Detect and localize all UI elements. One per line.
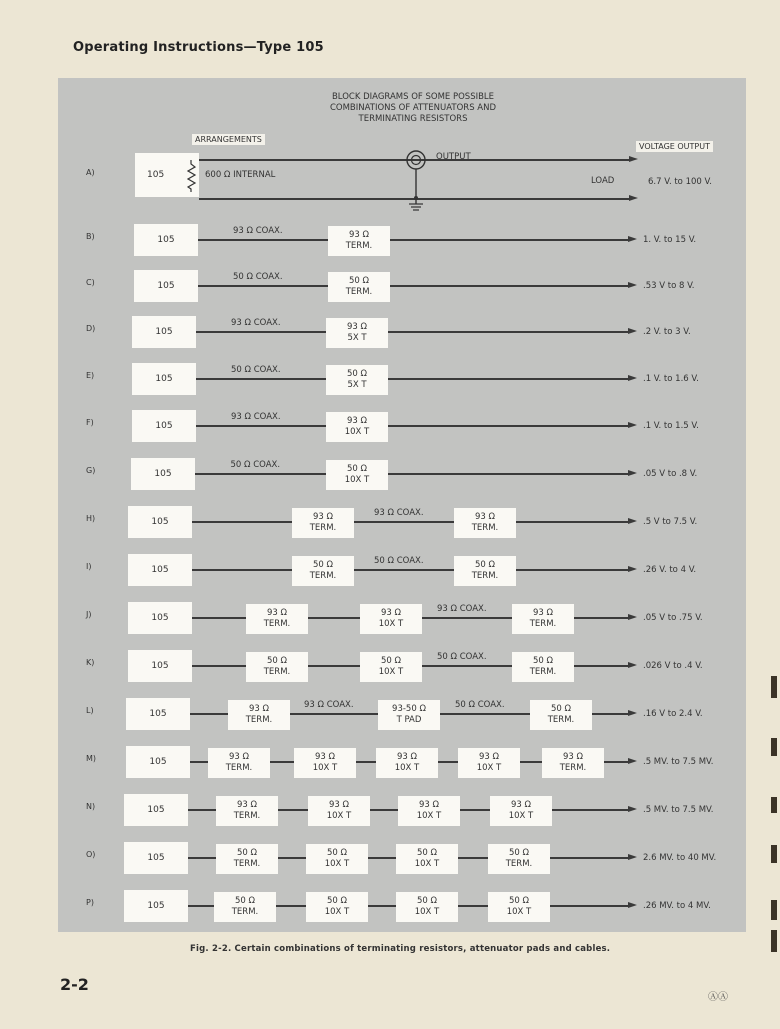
- source-box-105: [132, 316, 196, 348]
- source-box-105: [124, 890, 188, 922]
- component-label: TERM.: [471, 523, 499, 533]
- component-label: 105: [151, 660, 169, 671]
- component-label: TERM.: [471, 571, 499, 581]
- diagram-row-a: [58, 150, 746, 210]
- voltage-output-value: .5 MV. to 7.5 MV.: [643, 757, 714, 767]
- component-label: 10X T: [344, 475, 370, 485]
- coax-cable-label: 50 Ω COAX.: [455, 700, 505, 710]
- diagram-title-line: TERMINATING RESISTORS: [358, 114, 468, 124]
- voltage-output-value: .5 V to 7.5 V.: [643, 517, 698, 527]
- component-box: [490, 796, 552, 826]
- row-letter: L): [86, 706, 94, 715]
- component-label: 93 Ω: [348, 230, 369, 240]
- diagram-title-line: BLOCK DIAGRAMS OF SOME POSSIBLE: [331, 92, 495, 102]
- arrow-icon: [628, 282, 637, 288]
- component-label: 50 Ω: [326, 848, 347, 858]
- row-letter: E): [86, 371, 95, 380]
- component-label: 93 Ω: [236, 800, 257, 810]
- voltage-output-value: .05 V to .75 V.: [643, 613, 703, 623]
- arrow-icon: [628, 902, 637, 908]
- component-label: 50 Ω: [312, 560, 333, 570]
- voltage-output-value: .16 V to 2.4 V.: [643, 709, 703, 719]
- component-label: 10X T: [414, 907, 440, 917]
- diagram-row-b: [58, 218, 746, 258]
- source-box-105: [134, 224, 198, 256]
- source-box-105: [134, 270, 198, 302]
- resistor-icon: [187, 160, 201, 192]
- diagram-row-p: [58, 884, 746, 924]
- component-label: TERM.: [505, 859, 533, 869]
- component-label: 93 Ω: [346, 416, 367, 426]
- diagram-row-o: [58, 836, 746, 876]
- voltage-output-value: .26 MV. to 4 MV.: [643, 901, 711, 911]
- component-label: TERM.: [345, 287, 373, 297]
- coax-cable-label: 50 Ω COAX.: [233, 272, 283, 282]
- arrow-icon: [628, 758, 637, 764]
- component-label: 50 Ω: [416, 848, 437, 858]
- coax-cable-label: 50 Ω COAX.: [374, 556, 424, 566]
- signal-line: [192, 569, 628, 571]
- diagram-row-m: [58, 740, 746, 780]
- coax-cable-label: 93 Ω COAX.: [304, 700, 354, 710]
- source-box-105: [128, 602, 192, 634]
- component-label: 105: [147, 900, 165, 911]
- component-label: 93 Ω: [328, 800, 349, 810]
- component-box: [294, 748, 356, 778]
- component-label: 10X T: [476, 763, 502, 773]
- component-box: [376, 748, 438, 778]
- diagram-row-i: [58, 548, 746, 588]
- component-label: 105: [149, 708, 167, 719]
- component-label: TERM.: [547, 715, 575, 725]
- component-label: 50 Ω: [236, 848, 257, 858]
- binding-tab: [771, 845, 777, 863]
- component-box: [488, 844, 550, 874]
- arrow-icon: [628, 470, 637, 476]
- component-box: [458, 748, 520, 778]
- signal-line: [198, 285, 628, 287]
- voltage-output-value: .026 V to .4 V.: [643, 661, 703, 671]
- component-box: [208, 748, 270, 778]
- component-label: 50 Ω: [234, 896, 255, 906]
- signal-line: [192, 521, 628, 523]
- row-letter: P): [86, 898, 94, 907]
- component-box: [246, 652, 308, 682]
- component-label: 50 Ω: [346, 369, 367, 379]
- component-label: 105: [155, 420, 173, 431]
- component-box: [530, 700, 592, 730]
- component-box: [398, 796, 460, 826]
- component-label: T PAD: [396, 715, 422, 725]
- component-box: [216, 844, 278, 874]
- component-box: [378, 700, 440, 730]
- row-letter: I): [86, 562, 92, 571]
- arrow-icon: [628, 422, 637, 428]
- diagram-row-c: [58, 264, 746, 304]
- diagram-row-e: [58, 357, 746, 397]
- component-box: [306, 892, 368, 922]
- voltage-output-value: 2.6 MV. to 40 MV.: [643, 853, 717, 863]
- component-label: 50 Ω: [474, 560, 495, 570]
- binding-tab: [771, 676, 777, 698]
- row-letter: J): [86, 610, 92, 619]
- source-label: 105: [147, 169, 165, 180]
- component-label: 10X T: [378, 619, 404, 629]
- arrow-icon: [628, 566, 637, 572]
- component-label: 10X T: [312, 763, 338, 773]
- diagram-row-j: [58, 596, 746, 636]
- component-label: TERM.: [231, 907, 259, 917]
- component-label: 10X T: [326, 811, 352, 821]
- diagram-panel: [58, 78, 746, 932]
- component-label: 105: [155, 373, 173, 384]
- binding-tab: [771, 930, 777, 952]
- component-label: 5X T: [347, 380, 367, 390]
- component-label: 105: [147, 804, 165, 815]
- component-label: 50 Ω: [380, 656, 401, 666]
- arrow-icon: [628, 614, 637, 620]
- diagram-row-n: [58, 788, 746, 828]
- coax-cable-label: 93 Ω COAX.: [437, 604, 487, 614]
- arrow-icon: [628, 328, 637, 334]
- component-label: 50 Ω: [346, 464, 367, 474]
- row-letter: B): [86, 232, 95, 241]
- binding-tab: [771, 797, 777, 813]
- arrow-icon: [628, 806, 637, 812]
- coax-cable-label: 50 Ω COAX.: [231, 365, 281, 375]
- component-label: 93 Ω: [314, 752, 335, 762]
- arrangements-label: ARRANGEMENTS: [192, 134, 265, 145]
- diagram-title: [308, 92, 518, 125]
- component-label: TERM.: [263, 667, 291, 677]
- component-label: 93 Ω: [510, 800, 531, 810]
- component-label: 93 Ω: [346, 322, 367, 332]
- component-label: 105: [151, 612, 169, 623]
- component-box: [488, 892, 550, 922]
- component-label: TERM.: [529, 619, 557, 629]
- component-label: 105: [157, 234, 175, 245]
- component-box: [512, 604, 574, 634]
- component-label: TERM.: [309, 571, 337, 581]
- voltage-output-value: .1 V. to 1.6 V.: [643, 374, 699, 384]
- component-label: 93-50 Ω: [392, 704, 426, 714]
- component-box: [306, 844, 368, 874]
- component-label: TERM.: [559, 763, 587, 773]
- component-box: [360, 652, 422, 682]
- source-box-105: [128, 506, 192, 538]
- component-box: [308, 796, 370, 826]
- component-label: 93 Ω: [248, 704, 269, 714]
- component-box: [214, 892, 276, 922]
- component-box: [328, 226, 390, 256]
- diagram-title-line: COMBINATIONS OF ATTENUATORS AND: [329, 103, 497, 113]
- component-label: 105: [155, 326, 173, 337]
- component-label: 93 Ω: [228, 752, 249, 762]
- component-box: [396, 892, 458, 922]
- row-letter: F): [86, 418, 94, 427]
- component-label: 93 Ω: [478, 752, 499, 762]
- component-label: 10X T: [414, 859, 440, 869]
- component-label: 10X T: [416, 811, 442, 821]
- row-letter: D): [86, 324, 96, 333]
- arrow-icon: [628, 236, 637, 242]
- component-label: 93 Ω: [532, 608, 553, 618]
- component-label: 10X T: [506, 907, 532, 917]
- component-box: [542, 748, 604, 778]
- component-label: 93 Ω: [418, 800, 439, 810]
- component-label: TERM.: [225, 763, 253, 773]
- source-box-105: [128, 554, 192, 586]
- component-label: 50 Ω: [348, 276, 369, 286]
- component-box: [396, 844, 458, 874]
- voltage-output-value: .5 MV. to 7.5 MV.: [643, 805, 714, 815]
- component-label: 105: [157, 280, 175, 291]
- component-box: [246, 604, 308, 634]
- component-box: [454, 556, 516, 586]
- component-label: 93 Ω: [380, 608, 401, 618]
- page-number: 2-2: [60, 975, 89, 994]
- row-letter: G): [86, 466, 96, 475]
- source-box-105: [131, 458, 195, 490]
- component-label: 10X T: [378, 667, 404, 677]
- component-label: 10X T: [324, 859, 350, 869]
- diagram-row-k: [58, 644, 746, 684]
- component-label: 10X T: [324, 907, 350, 917]
- source-box-105: [132, 410, 196, 442]
- signal-line: [195, 473, 628, 475]
- component-box: [216, 796, 278, 826]
- component-label: 105: [151, 516, 169, 527]
- component-label: 93 Ω: [396, 752, 417, 762]
- component-label: 10X T: [508, 811, 534, 821]
- publisher-logo: ⒶⒶ: [708, 992, 728, 1003]
- component-box: [292, 508, 354, 538]
- coax-cable-label: 50 Ω COAX.: [230, 460, 281, 470]
- diagram-row-l: [58, 692, 746, 732]
- component-box: [328, 272, 390, 302]
- voltage-output-label: VOLTAGE OUTPUT: [636, 141, 713, 152]
- signal-line: [196, 331, 628, 333]
- component-label: TERM.: [263, 619, 291, 629]
- component-label: 93 Ω: [266, 608, 287, 618]
- arrow-icon: [628, 662, 637, 668]
- binding-tab: [771, 738, 777, 756]
- arrow-icon: [629, 195, 638, 201]
- source-box-105: [124, 842, 188, 874]
- component-label: 105: [149, 756, 167, 767]
- source-box-105: [128, 650, 192, 682]
- coax-cable-label: 93 Ω COAX.: [231, 318, 281, 328]
- coax-cable-label: 93 Ω COAX.: [233, 226, 283, 236]
- signal-line: [196, 425, 628, 427]
- component-label: TERM.: [309, 523, 337, 533]
- signal-line: [196, 378, 628, 380]
- row-letter: K): [86, 658, 95, 667]
- component-label: TERM.: [529, 667, 557, 677]
- page-header-title: Operating Instructions—Type 105: [73, 40, 324, 55]
- diagram-row-d: [58, 310, 746, 350]
- component-label: 50 Ω: [532, 656, 553, 666]
- source-box-105: [126, 698, 190, 730]
- component-label: 105: [147, 852, 165, 863]
- component-label: 105: [151, 564, 169, 575]
- diagram-row-g: [58, 452, 746, 492]
- diagram-row-h: [58, 500, 746, 540]
- component-label: 93 Ω: [312, 512, 333, 522]
- component-label: 50 Ω: [266, 656, 287, 666]
- arrow-icon: [629, 156, 638, 162]
- row-letter: C): [86, 278, 95, 287]
- signal-line: [198, 239, 628, 241]
- arrow-icon: [628, 710, 637, 716]
- arrow-icon: [628, 518, 637, 524]
- voltage-output-value: .26 V. to 4 V.: [643, 565, 697, 575]
- component-label: TERM.: [245, 715, 273, 725]
- coax-cable-label: 93 Ω COAX.: [374, 508, 424, 518]
- component-label: 5X T: [347, 333, 367, 343]
- output-connector-icon: [400, 148, 432, 214]
- component-box: [326, 412, 388, 442]
- component-label: 50 Ω: [326, 896, 347, 906]
- internal-resistance-label: 600 Ω INTERNAL: [205, 170, 276, 180]
- component-box: [326, 460, 388, 490]
- binding-tab: [771, 900, 777, 920]
- voltage-output-value: 1. V. to 15 V.: [643, 235, 697, 245]
- voltage-output-value: 6.7 V. to 100 V.: [648, 177, 712, 187]
- voltage-output-value: .53 V to 8 V.: [643, 281, 695, 291]
- component-label: TERM.: [233, 859, 261, 869]
- component-box: [326, 318, 388, 348]
- component-label: 10X T: [344, 427, 370, 437]
- voltage-output-value: .1 V. to 1.5 V.: [643, 421, 699, 431]
- row-letter: M): [86, 754, 97, 763]
- row-letter: A): [86, 168, 95, 177]
- component-label: 50 Ω: [508, 848, 529, 858]
- component-label: 50 Ω: [508, 896, 529, 906]
- diagram-row-f: [58, 404, 746, 444]
- row-letter: N): [86, 802, 96, 811]
- component-box: [360, 604, 422, 634]
- row-letter: H): [86, 514, 96, 523]
- figure-caption: Fig. 2-2. Certain combinations of terminating resistors, attenuator pads and cables.: [190, 944, 611, 954]
- component-label: 93 Ω: [562, 752, 583, 762]
- component-label: 105: [154, 468, 172, 479]
- source-box-105: [124, 794, 188, 826]
- component-box: [292, 556, 354, 586]
- arrow-icon: [628, 375, 637, 381]
- source-box-105: [126, 746, 190, 778]
- voltage-output-value: .05 V to .8 V.: [643, 469, 698, 479]
- output-label: OUTPUT: [436, 152, 471, 162]
- component-label: 50 Ω: [416, 896, 437, 906]
- component-box: [454, 508, 516, 538]
- component-label: 10X T: [394, 763, 420, 773]
- load-label: LOAD: [591, 176, 615, 186]
- coax-cable-label: 50 Ω COAX.: [437, 652, 487, 662]
- component-box: [512, 652, 574, 682]
- component-box: [326, 365, 388, 395]
- component-box: [228, 700, 290, 730]
- coax-cable-label: 93 Ω COAX.: [231, 412, 281, 422]
- component-label: 93 Ω: [474, 512, 495, 522]
- source-box-105: [132, 363, 196, 395]
- voltage-output-value: .2 V. to 3 V.: [643, 327, 691, 337]
- component-label: TERM.: [345, 241, 373, 251]
- arrow-icon: [628, 854, 637, 860]
- row-letter: O): [86, 850, 96, 859]
- component-label: TERM.: [233, 811, 261, 821]
- component-label: 50 Ω: [550, 704, 571, 714]
